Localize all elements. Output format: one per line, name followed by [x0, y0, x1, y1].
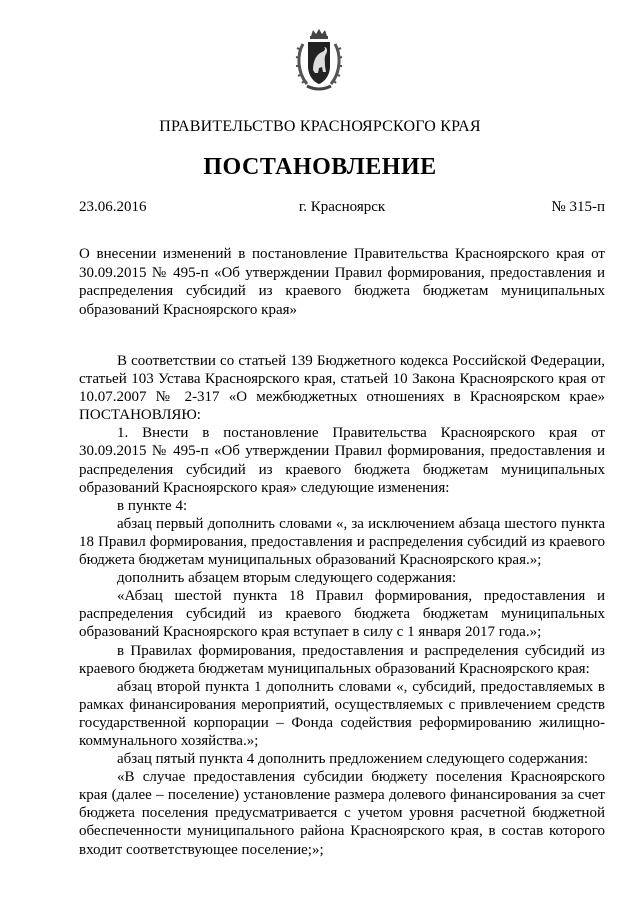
- document-body: [79, 352, 605, 859]
- paragraph: в пункте 4:: [117, 497, 188, 514]
- paragraph: «Абзац шестой пункта 18 Правил формирования, предоставления и распределения субсидий из краевого бюджета бюджетам муниципальных образований Красноярского края вступает в силу с 1 января 2017 года.»;: [79, 588, 605, 641]
- document-number: № 315-п: [551, 199, 605, 215]
- paragraph: 1. Внести в постановление Правительства Красноярского края от 30.09.2015 № 495-п «Об утверждении Правил формирования, предоставления и распределения субсидий из краевого бюджета бюджетам муниципальных образований Красноярского края» следующие изменения:: [79, 425, 605, 496]
- government-name: ПРАВИТЕЛЬСТВО КРАСНОЯРСКОГО КРАЯ: [159, 118, 481, 135]
- krasnoyarsk-coat-of-arms-icon: [293, 28, 345, 94]
- paragraph: в Правилах формирования, предоставления и распределения субсидий из краевого бюджета бюджетам муниципальных образований Красноярского края:: [79, 642, 605, 677]
- paragraph: абзац первый дополнить словами «, за исключением абзаца шестого пункта 18 Правил формирования, предоставления и распределения субсидий из краевого бюджета бюджетам муниципальных образований Красноярского края.»;: [79, 515, 605, 569]
- document-city: г. Красноярск: [298, 199, 386, 215]
- paragraph: «В случае предоставления субсидии бюджету поселения Красноярского края (далее – поселение) установление размера долевого финансирования за счет бюджета поселения предусматривается с учетом уровня расчетной бюджетной обеспеченности муниципального района Красноярского края, в состав которого входит соответствующее поселение;»;: [79, 769, 605, 858]
- document-meta-row: [79, 199, 605, 219]
- paragraph: В соответствии со статьей 139 Бюджетного кодекса Российской Федерации, статьей 103 Устава Красноярского края, статьей 10 Закона Красноярского края от 10.07.2007 № 2-317 «О межбюджетных отношениях в Красноярском крае» ПОСТАНОВЛЯЮ:: [79, 353, 605, 424]
- paragraph: дополнить абзацем вторым следующего содержания:: [117, 570, 457, 587]
- paragraph: абзац второй пункта 1 дополнить словами «, субсидий, предоставляемых в рамках финансирования мероприятий, осуществляемых с привлечением средств государственной корпорации – Фонда содействия реформированию жилищно-коммунального хозяйства.»;: [79, 678, 605, 749]
- document-date: 23.06.2016: [79, 199, 147, 215]
- emblem: [293, 28, 345, 94]
- document-type-title: ПОСТАНОВЛЕНИЕ: [203, 154, 437, 180]
- document-subject: О внесении изменений в постановление Правительства Красноярского края от 30.09.2015 № 495-п «Об утверждении Правил формирования, предоставления и распределения субсидий из краевого бюджета бюджетам муниципальных образований Красноярского края»: [79, 246, 605, 318]
- paragraph: абзац пятый пункта 4 дополнить предложением следующего содержания:: [117, 751, 589, 768]
